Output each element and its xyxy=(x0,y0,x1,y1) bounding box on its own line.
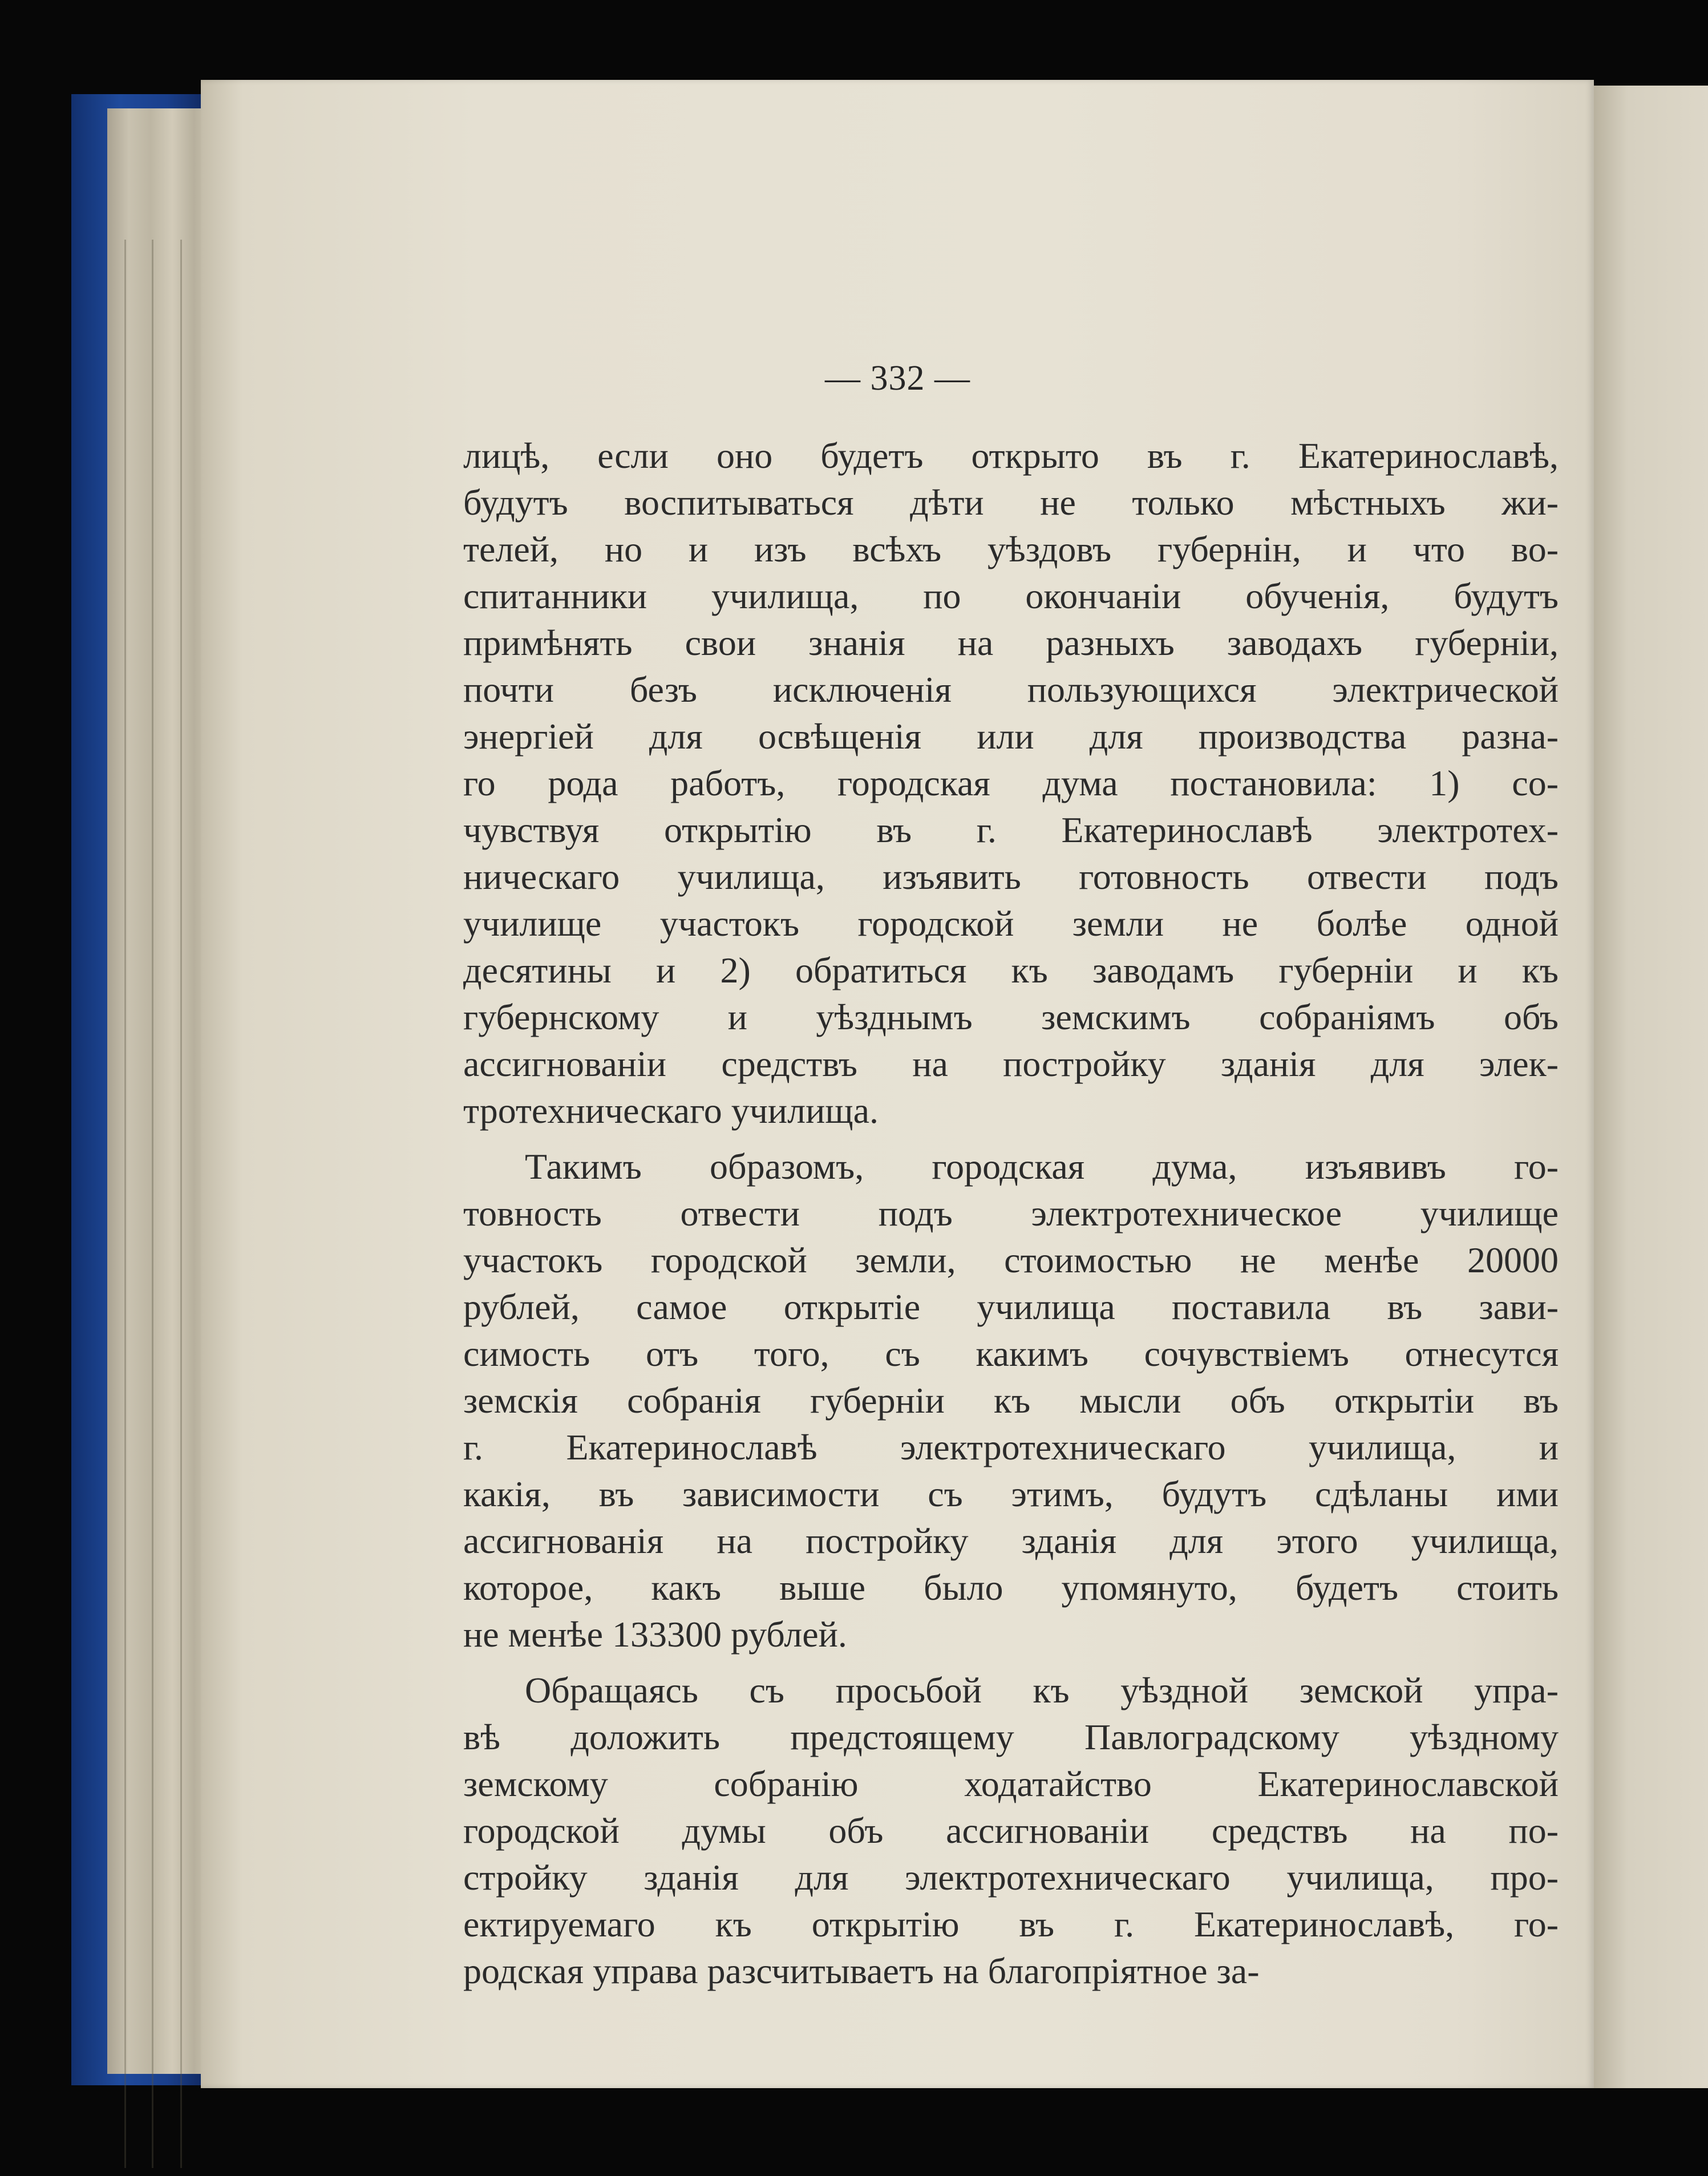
page-body-text xyxy=(463,432,1559,1995)
text-line: земскому собранію ходатайство Екатеринославской xyxy=(463,1764,1559,1804)
text-line: чувствуя открытію въ г. Екатеринославѣ электротех- xyxy=(463,810,1559,850)
text-line: стройку зданія для электротехническаго училища, про- xyxy=(463,1857,1559,1898)
page-number-header: — 332 — xyxy=(825,359,970,398)
text-line: товность отвести подъ электротехническое училище xyxy=(463,1193,1559,1233)
text-line: телей, но и изъ всѣхъ уѣздовъ губернін, и что во- xyxy=(463,529,1559,569)
text-line: вѣ доложить предстоящему Павлоградскому уѣздному xyxy=(463,1717,1559,1757)
text-line: какія, въ зависимости съ этимъ, будутъ сдѣланы ими xyxy=(463,1474,1559,1514)
text-line: ническаго училища, изъявить готовность отвести подъ xyxy=(463,856,1559,897)
text-line: лицѣ, если оно будетъ открыто въ г. Екатеринославѣ, xyxy=(463,435,1559,476)
text-line: будутъ воспитываться дѣти не только мѣстныхъ жи- xyxy=(463,482,1559,523)
text-line: симость отъ того, съ какимъ сочувствіемъ отнесутся xyxy=(463,1333,1559,1374)
page-edge-line xyxy=(152,240,153,2168)
text-line: спитанники училища, по окончаніи обученія, будутъ xyxy=(463,576,1559,616)
text-line: рублей, самое открытіе училища поставила въ зави- xyxy=(463,1287,1559,1327)
text-line: примѣнять свои знанія на разныхъ заводахъ губерніи, xyxy=(463,622,1559,663)
text-line: Обращаясь съ просьбой къ уѣздной земской упра- xyxy=(525,1670,1559,1710)
text-line: училище участокъ городской земли не болѣе одной xyxy=(463,903,1559,944)
text-line: не менѣе 133300 рублей. xyxy=(463,1614,847,1655)
text-line: энергіей для освѣщенія или для производства разна- xyxy=(463,716,1559,757)
page-edge-line xyxy=(124,240,126,2168)
page-edges xyxy=(107,108,216,2074)
text-line: земскія собранія губерніи къ мысли объ открытіи въ xyxy=(463,1380,1559,1421)
text-line: Такимъ образомъ, городская дума, изъявивъ го- xyxy=(525,1146,1559,1187)
text-line: десятины и 2) обратиться къ заводамъ губерніи и къ xyxy=(463,950,1559,990)
paragraph xyxy=(463,432,1559,1134)
page-edge-line xyxy=(180,240,182,2168)
text-line: ассигнованіи средствъ на постройку зданія для элек- xyxy=(463,1043,1559,1084)
text-line: которое, какъ выше было упомянуто, будетъ стоить xyxy=(463,1567,1559,1608)
text-line: ассигнованія на постройку зданія для этого училища, xyxy=(463,1520,1559,1561)
text-line: ектируемаго къ открытію въ г. Екатеринославѣ, го- xyxy=(463,1904,1559,1944)
text-line: губернскому и уѣзднымъ земскимъ собраніямъ объ xyxy=(463,997,1559,1037)
text-line: го рода работъ, городская дума постановила: 1) со- xyxy=(463,763,1559,803)
text-line: родская управа разсчитываетъ на благопріятное за- xyxy=(463,1951,1260,1991)
paragraph xyxy=(463,1143,1559,1658)
book-page xyxy=(201,80,1594,2088)
text-line: городской думы объ ассигнованіи средствъ на по- xyxy=(463,1810,1559,1851)
paragraph xyxy=(463,1667,1559,1995)
text-line: тротехническаго училища. xyxy=(463,1090,879,1131)
text-line: участокъ городской земли, стоимостью не менѣе 20000 xyxy=(463,1240,1559,1280)
facing-page xyxy=(1594,86,1708,2088)
text-line: почти безъ исключенія пользующихся электрической xyxy=(463,669,1559,710)
text-line: г. Екатеринославѣ электротехническаго училища, и xyxy=(463,1427,1559,1467)
